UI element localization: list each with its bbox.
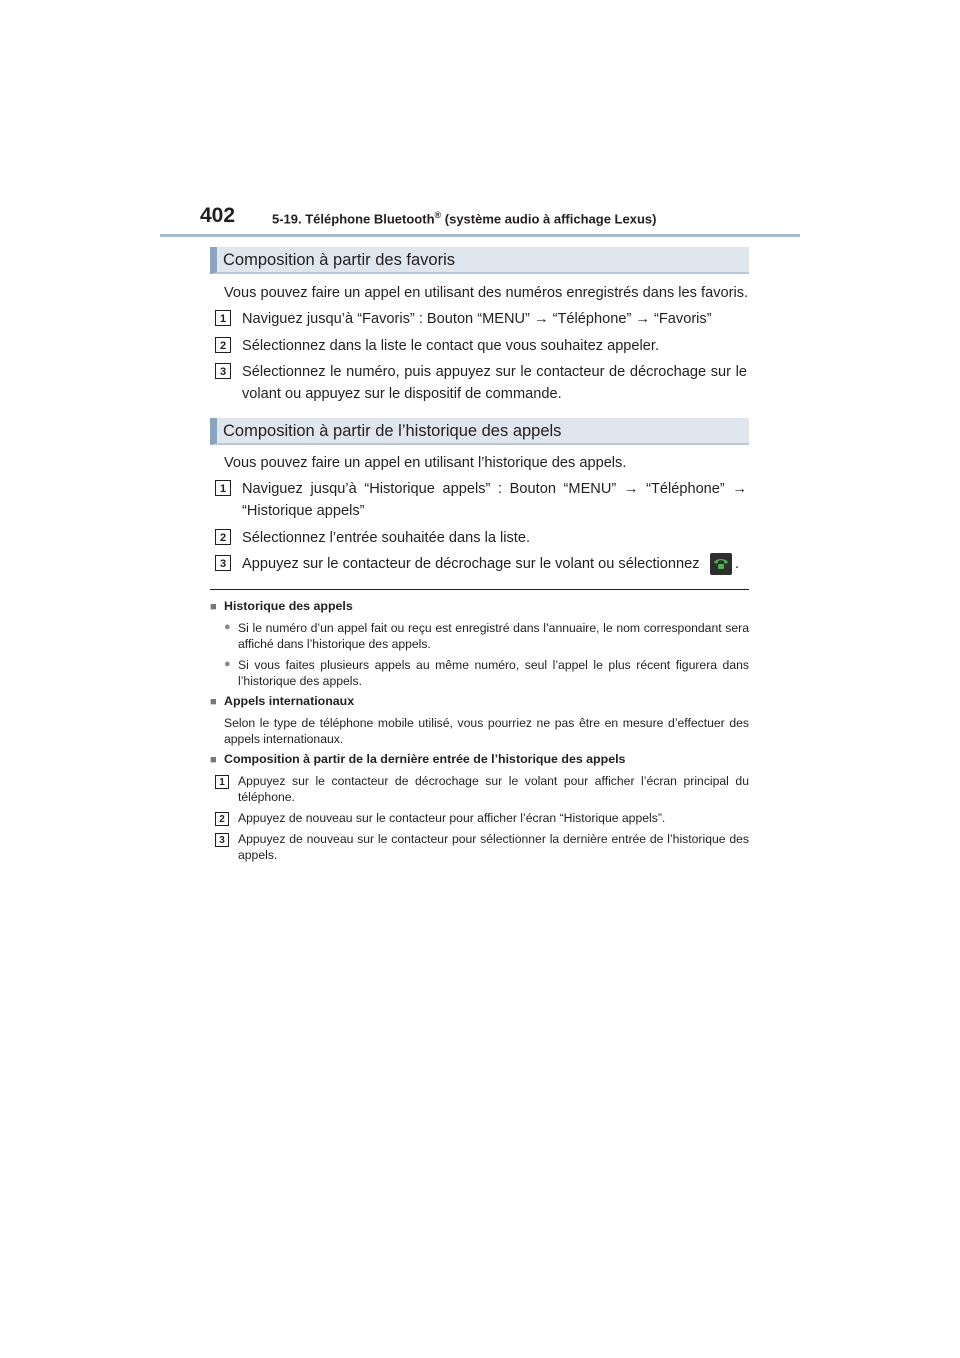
step-number: 1	[215, 480, 231, 496]
step-number: 3	[215, 363, 231, 379]
note-title-last-entry: Composition à partir de la dernière entrée de l’historique des appels	[224, 752, 626, 766]
section-heading-favorites: Composition à partir des favoris	[210, 247, 749, 274]
step-number: 3	[215, 555, 231, 571]
square-bullet-icon: ■	[210, 754, 217, 766]
last-entry-step-2: Appuyez de nouveau sur le contacteur pour afficher l’écran “Historique appels”.	[238, 811, 666, 825]
step-end-period: .	[735, 556, 740, 572]
square-bullet-icon: ■	[210, 696, 217, 708]
step-number: 1	[215, 310, 231, 326]
favorites-step-1: Naviguez jusqu’à “Favoris” : Bouton “MENU” → “Téléphone” → “Favoris”	[242, 311, 712, 327]
last-entry-step-3: Appuyez de nouveau sur le contacteur pour sélectionner la dernière entrée de l’historique des appels.	[238, 832, 749, 862]
note-history-bullet-1: Si le numéro d’un appel fait ou reçu est enregistré dans l’annuaire, le nom correspondant sera affiché dans l’historique des appels.	[238, 621, 749, 651]
round-bullet-icon: ●	[224, 658, 231, 670]
round-bullet-icon: ●	[224, 621, 231, 633]
step-number: 1	[215, 775, 229, 789]
step-number: 3	[215, 833, 229, 847]
step-number: 2	[215, 337, 231, 353]
history-intro: Vous pouvez faire un appel en utilisant l’historique des appels.	[224, 455, 627, 471]
page-header	[160, 204, 800, 237]
note-history-bullet-2: Si vous faites plusieurs appels au même numéro, seul l’appel le plus récent figurera dans l’historique des appels.	[238, 658, 749, 688]
section-heading-history: Composition à partir de l’historique des appels	[210, 418, 749, 445]
phone-call-button-icon	[710, 553, 732, 575]
note-title-history: Historique des appels	[224, 599, 353, 613]
favorites-step-2: Sélectionnez dans la liste le contact que vous souhaitez appeler.	[242, 338, 660, 354]
note-title-international: Appels internationaux	[224, 694, 355, 708]
last-entry-step-1: Appuyez sur le contacteur de décrochage sur le volant pour afficher l’écran principal du téléphone.	[238, 774, 749, 804]
phone-icon	[713, 557, 729, 571]
chapter-title: 5-19. Téléphone Bluetooth® (système audio à affichage Lexus)	[272, 210, 657, 227]
history-step-2: Sélectionnez l’entrée souhaitée dans la liste.	[242, 530, 531, 546]
history-step-3: Appuyez sur le contacteur de décrochage sur le volant ou sélectionnez	[242, 556, 700, 572]
section-divider	[210, 589, 749, 590]
square-bullet-icon: ■	[210, 601, 217, 613]
note-international-text: Selon le type de téléphone mobile utilisé, vous pourriez ne pas être en mesure d’effectuer des appels internationaux.	[224, 716, 749, 746]
step-number: 2	[215, 812, 229, 826]
page-number: 402	[200, 204, 236, 227]
step-number: 2	[215, 529, 231, 545]
favorites-intro: Vous pouvez faire un appel en utilisant des numéros enregistrés dans les favoris.	[224, 285, 749, 301]
history-step-1: Naviguez jusqu’à “Historique appels” : Bouton “MENU” → “Téléphone” → “Historique appels”	[242, 481, 747, 519]
favorites-step-3: Sélectionnez le numéro, puis appuyez sur le contacteur de décrochage sur le volant ou appuyez sur le dispositif de commande.	[242, 364, 747, 402]
